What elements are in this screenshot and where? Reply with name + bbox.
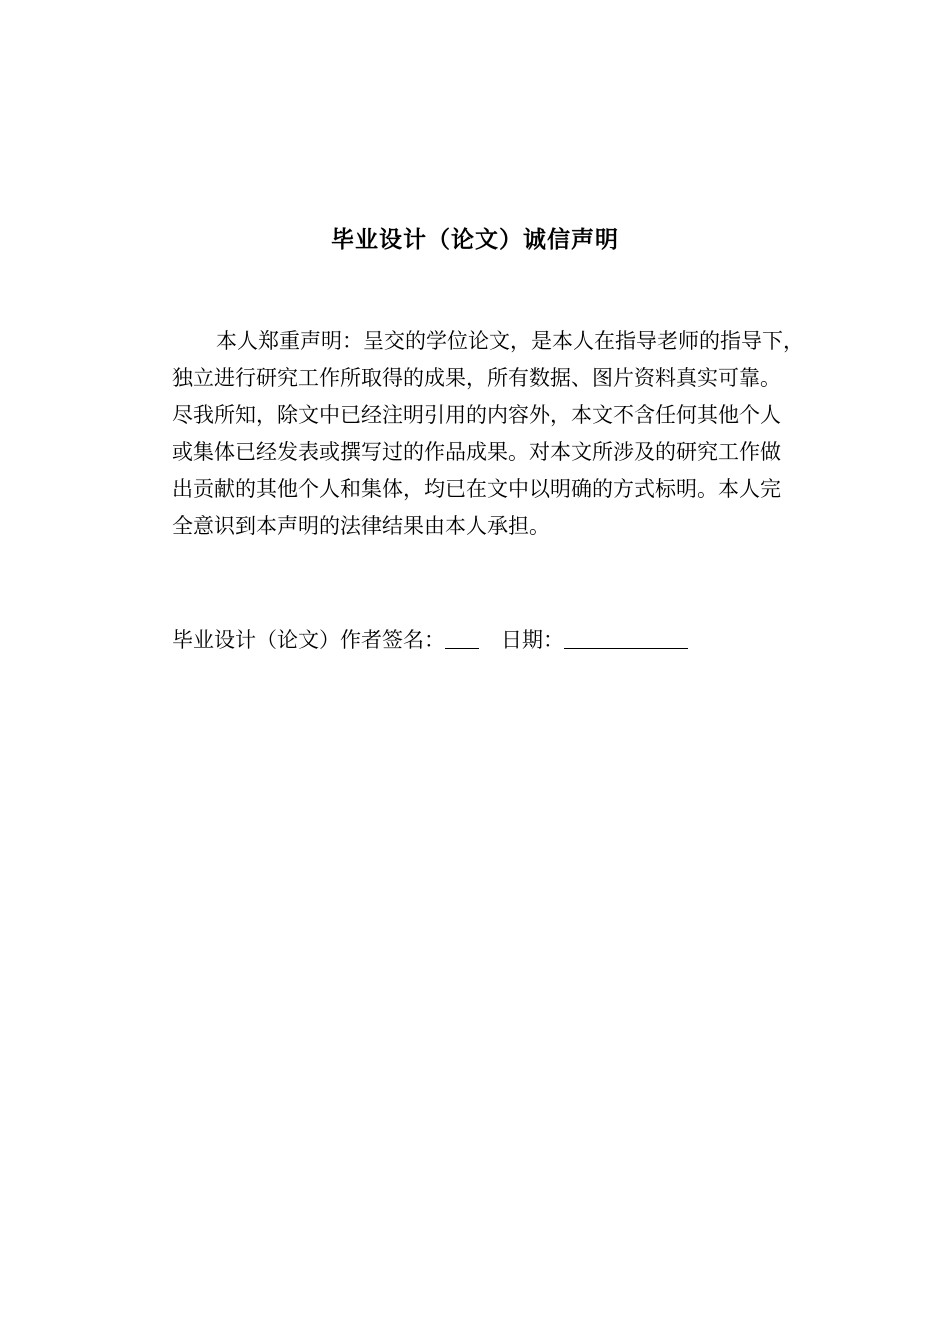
body-line: 独立进行研究工作所取得的成果，所有数据、图片资料真实可靠。 xyxy=(172,366,781,390)
body-line: 或集体已经发表或撰写过的作品成果。对本文所涉及的研究工作做 xyxy=(172,440,781,464)
declaration-body xyxy=(172,323,832,545)
body-line: 本人郑重声明：呈交的学位论文，是本人在指导老师的指导下， xyxy=(216,329,804,353)
signature-label: 毕业设计（论文）作者签名： xyxy=(172,628,445,652)
signature-field[interactable] xyxy=(445,626,479,649)
body-line: 出贡献的其他个人和集体，均已在文中以明确的方式标明。本人完 xyxy=(172,477,781,501)
body-line: 尽我所知，除文中已经注明引用的内容外，本文不含任何其他个人 xyxy=(172,403,781,427)
date-field[interactable] xyxy=(564,626,688,649)
body-line: 全意识到本声明的法律结果由本人承担。 xyxy=(172,514,550,538)
date-label: 日期： xyxy=(501,628,564,652)
page-title: 毕业设计（论文）诚信声明 xyxy=(331,227,619,253)
signature-row xyxy=(172,623,832,657)
